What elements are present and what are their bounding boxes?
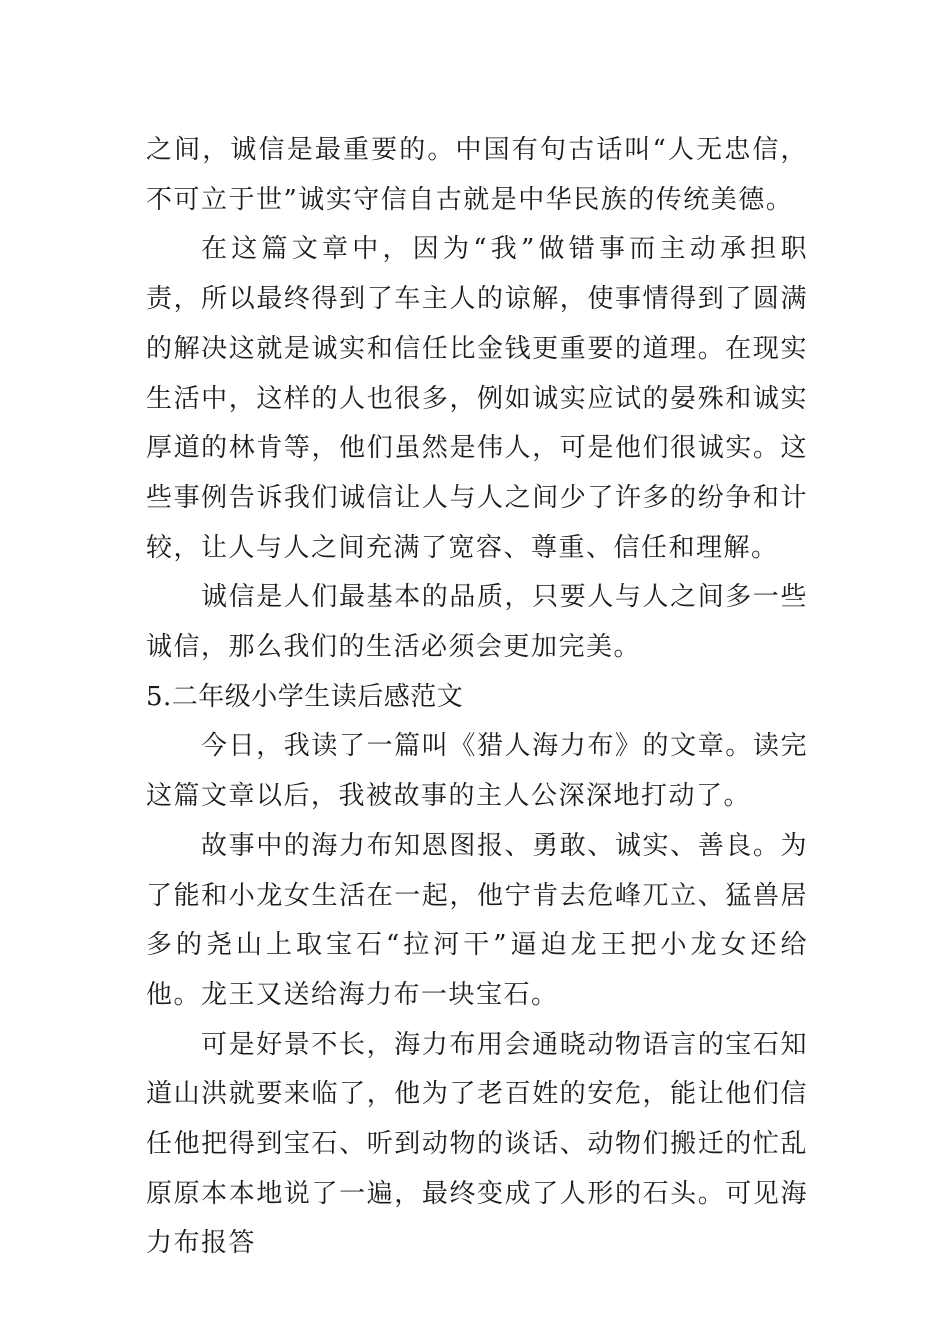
paragraph-continuation: 之间，诚信是最重要的。中国有句古话叫“人无忠信，不可立于世”诚实守信自古就是中华民族的传统美德。 [146,135,808,215]
paragraph: 可是好景不长，海力布用会通晓动物语言的宝石知道山洪就要来临了，他为了老百姓的安危，能让他们信任他把得到宝石、听到动物的谈话、动物们搬迁的忙乱原原本本地说了一遍，最终变成了人形的石头。可见海力布报答 [146,1029,808,1259]
section-heading: 5.二年级小学生读后感范文 [146,681,464,712]
paragraph: 在这篇文章中，因为“我”做错事而主动承担职责，所以最终得到了车主人的谅解，使事情得到了圆满的解决这就是诚实和信任比金钱更重要的道理。在现实生活中，这样的人也很多，例如诚实应试的晏殊和诚实厚道的林肯等，他们虽然是伟人，可是他们很诚实。这些事例告诉我们诚信让人与人之间少了许多的纷争和计较，让人与人之间充满了宽容、尊重、信任和理解。 [146,234,808,563]
paragraph: 今日，我读了一篇叫《猎人海力布》的文章。读完这篇文章以后，我被故事的主人公深深地打动了。 [146,731,808,812]
paragraph: 诚信是人们最基本的品质，只要人与人之间多一些诚信，那么我们的生活必须会更加完美。 [146,582,808,663]
paragraph: 故事中的海力布知恩图报、勇敢、诚实、善良。为了能和小龙女生活在一起，他宁肯去危峰兀立、猛兽居多的尧山上取宝石“拉河干”逼迫龙王把小龙女还给他。龙王又送给海力布一块宝石。 [146,830,808,1010]
document-body [146,126,808,1269]
